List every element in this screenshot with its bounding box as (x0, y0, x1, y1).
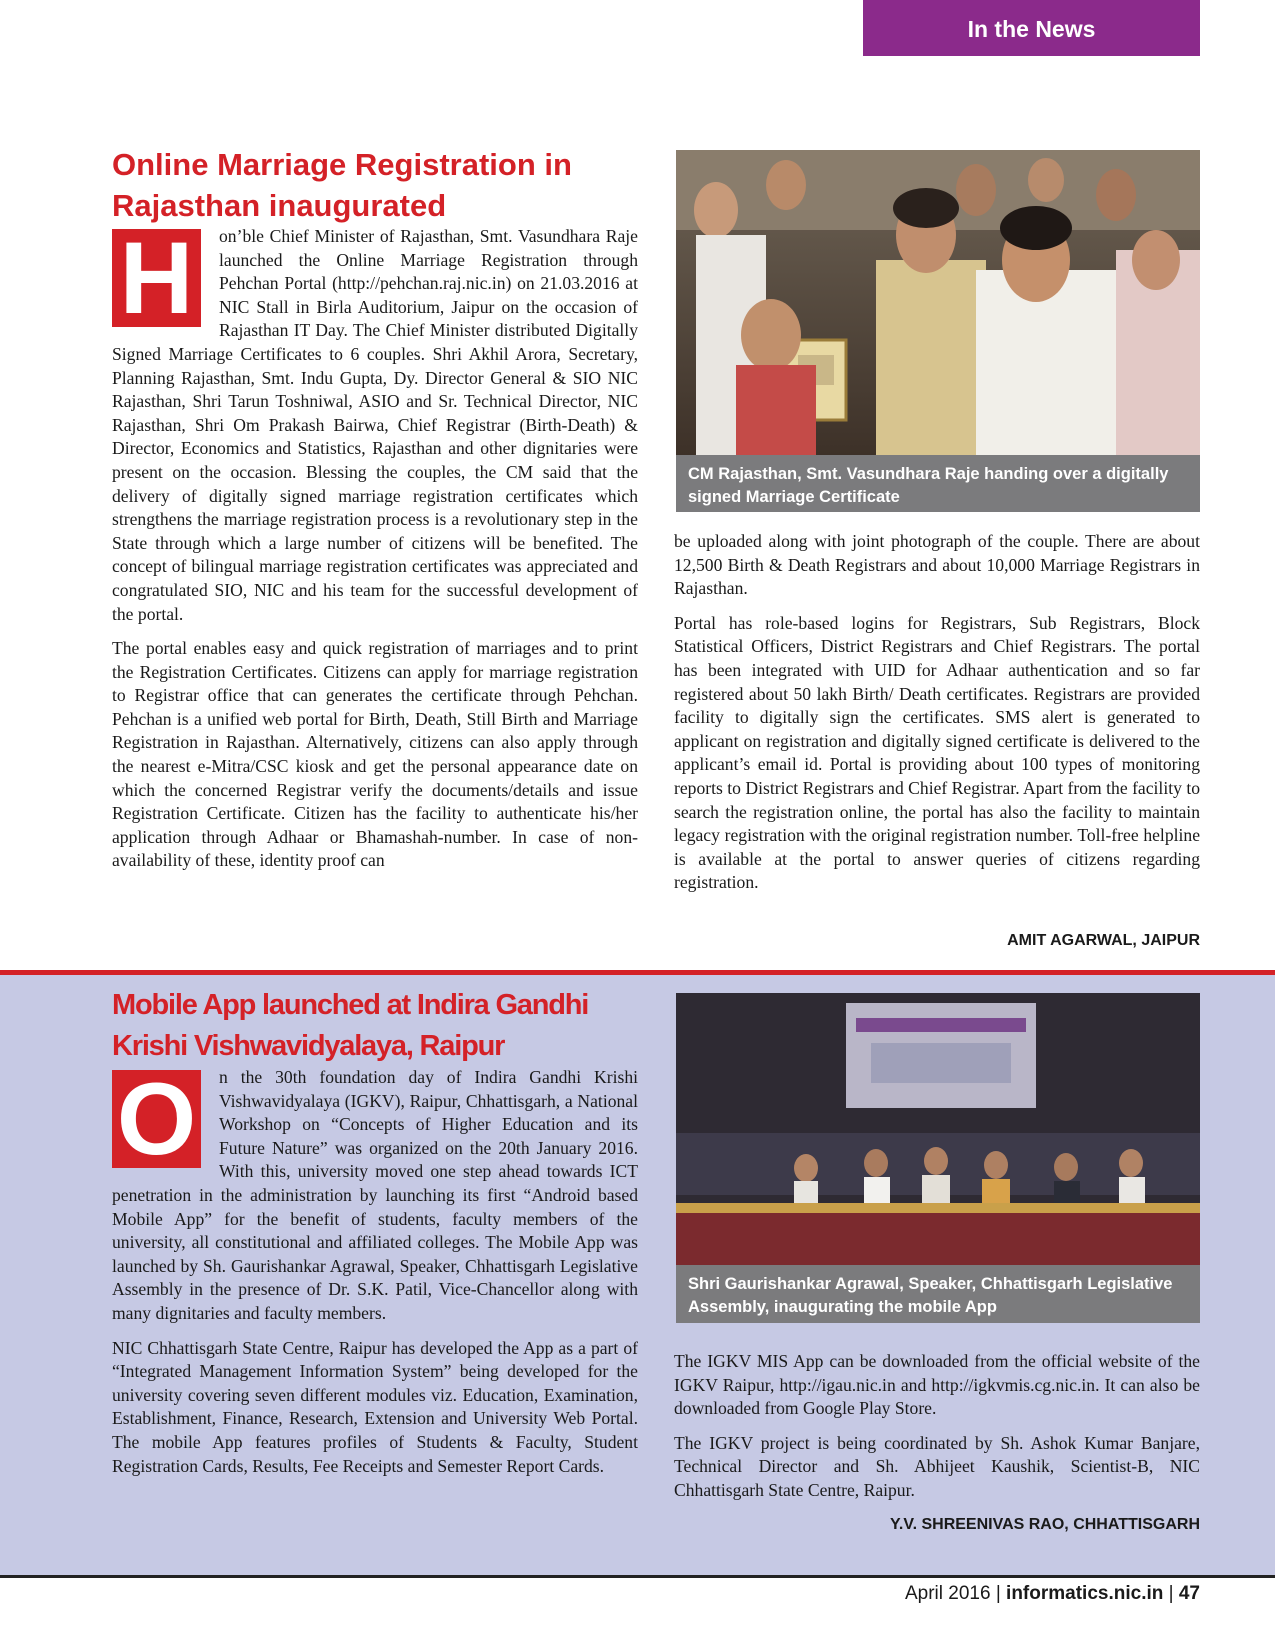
article-paragraph: The portal enables easy and quick registration of marriages and to print the Registration Certificates. Citizens can apply for marriage registration to Registrar office that can generates the certificate through Pehchan. Pehchan is a unified web portal for Birth, Death, Still Birth and Marriage Registration in Rajasthan. Alternatively, citizens can also apply through the nearest e-Mitra/CSC kiosk and get the personal appearance date on which the concerned Registrar verify the documents/details and issue Registration Certificate. Citizen has the facility to authenticate his/her application through Adhaar or Bhamashah-number. In case of non-availability of these, identity proof can (112, 638, 638, 871)
headline-line-1: Mobile App launched at Indira Gandhi (112, 989, 589, 1021)
article-right-column (674, 1350, 1200, 1503)
marriage-certificate-photo (676, 150, 1200, 455)
drop-cap: H (112, 229, 201, 327)
page-number: 47 (1178, 1583, 1200, 1604)
section-divider (0, 970, 1275, 975)
article-left-column (112, 1062, 638, 1478)
headline-line-2: Rajasthan inaugurated (112, 188, 447, 223)
app-launch-photo (676, 993, 1200, 1265)
author-byline: Y.V. SHREENIVAS RAO, CHHATTISGARH (890, 1516, 1200, 1533)
article-left-column (112, 221, 638, 873)
headline-line-1: Online Marriage Registration in (112, 147, 572, 182)
author-byline: AMIT AGARWAL, JAIPUR (1007, 932, 1200, 949)
photo-caption: Shri Gaurishankar Agrawal, Speaker, Chhattisgarh Legislative Assembly, inaugurating the mobile App (676, 1265, 1200, 1323)
footer-rule (0, 1575, 1275, 1578)
article-paragraph (112, 1062, 638, 1326)
footer-separator: | (1168, 1583, 1174, 1604)
article-paragraph: NIC Chhattisgarh State Centre, Raipur has developed the App as a part of “Integrated Management Information System” being developed for the university covering seven different modules viz. Education, Examination, Establishment, Finance, Research, Extension and University Web Portal. The mobile App features profiles of Students & Faculty, Student Registration Cards, Results, Fee Receipts and Semester Report Cards. (112, 1337, 638, 1476)
article-headline (112, 985, 652, 1067)
article-right-column (674, 530, 1200, 895)
article-paragraph: The IGKV project is being coordinated by Sh. Ashok Kumar Banjare, Technical Director and Sh. Abhijeet Kaushik, Scientist-B, NIC Chhattisgarh State Centre, Raipur. (674, 1432, 1200, 1500)
headline-line-2: Krishi Vishwavidyalaya, Raipur (112, 1030, 505, 1062)
issue-date: April 2016 (904, 1583, 991, 1604)
page-footer (905, 1583, 1200, 1605)
article-paragraph: Portal has role-based logins for Registrars, Sub Registrars, Block Statistical Officers, District Registrars and Chief Registrars. The portal has been integrated with UID for Adhaar authentication and so far registered about 50 lakh Birth/ Death certificates. Registrars are provided facility to digitally sign the certificates. SMS alert is generated to applicant on registration and digitally signed certificate is delivered to the applicant’s email id. Portal is providing about 100 types of monitoring reports to District Registrars and Chief Registrar. Apart from the facility to search the registration online, the portal has also the facility to maintain legacy registration with the original registration number. Toll-free helpline is available at the portal to answer queries of citizens regarding registration. (674, 612, 1200, 893)
section-tab: In the News (863, 0, 1200, 56)
photo-caption: CM Rajasthan, Smt. Vasundhara Raje handing over a digitally signed Marriage Certificate (676, 455, 1200, 512)
footer-separator: | (995, 1583, 1001, 1604)
website-link[interactable]: informatics.nic.in (1006, 1583, 1164, 1604)
drop-cap: O (112, 1070, 201, 1168)
paragraph-text: n the 30th foundation day of Indira Gandhi Krishi Vishwavidyalaya (IGKV), Raipur, Chhattisgarh, a National Workshop on “Concepts of Higher Education and its Future Nature” was organized on the 20th January 2016. With this, university moved one step ahead towards ICT penetration in the administration by launching its first “Android based Mobile App” for the benefit of students, faculty members of the university, all constitutional and affiliated colleges. The Mobile App was launched by Sh. Gaurishankar Agrawal, Speaker, Chhattisgarh Legislative Assembly in the presence of Dr. S.K. Patil, Vice-Chancellor along with many dignitaries and faculty members. (112, 1067, 638, 1323)
article-paragraph: The IGKV MIS App can be downloaded from the official website of the IGKV Raipur, http://igau.nic.in and http://igkvmis.cg.nic.in. It can also be downloaded from Google Play Store. (674, 1351, 1200, 1419)
paragraph-text: on’ble Chief Minister of Rajasthan, Smt. Vasundhara Raje launched the Online Marriage Registration through Pehchan Portal (http://pehchan.raj.nic.in) on 21.03.2016 at NIC Stall in Birla Auditorium, Jaipur on the occasion of Rajasthan IT Day. The Chief Minister distributed Digitally Signed Marriage Certificates to 6 couples. Shri Akhil Arora, Secretary, Planning Rajasthan, Smt. Indu Gupta, Dy. Director General & SIO NIC Rajasthan, Shri Tarun Toshniwal, ASIO and Sr. Technical Director, NIC Rajasthan, Shri Om Prakash Bairwa, Chief Registrar (Birth-Death) & Director, Economics and Statistics, Rajasthan and other dignitaries were present on the occasion. Blessing the couples, the CM said that the delivery of digitally signed marriage registration certificates which strengthens the marriage registration process is a revolutionary step in the State through which a large number of citizens will be benefited. The concept of bilingual marriage registration certificates was appreciated and congratulated SIO, NIC and his team for the successful development of the portal. (112, 226, 638, 624)
article-headline (112, 144, 652, 226)
article-paragraph (112, 221, 638, 626)
article-paragraph: be uploaded along with joint photograph of the couple. There are about 12,500 Birth & Death Registrars and about 10,000 Marriage Registrars in Rajasthan. (674, 531, 1200, 599)
